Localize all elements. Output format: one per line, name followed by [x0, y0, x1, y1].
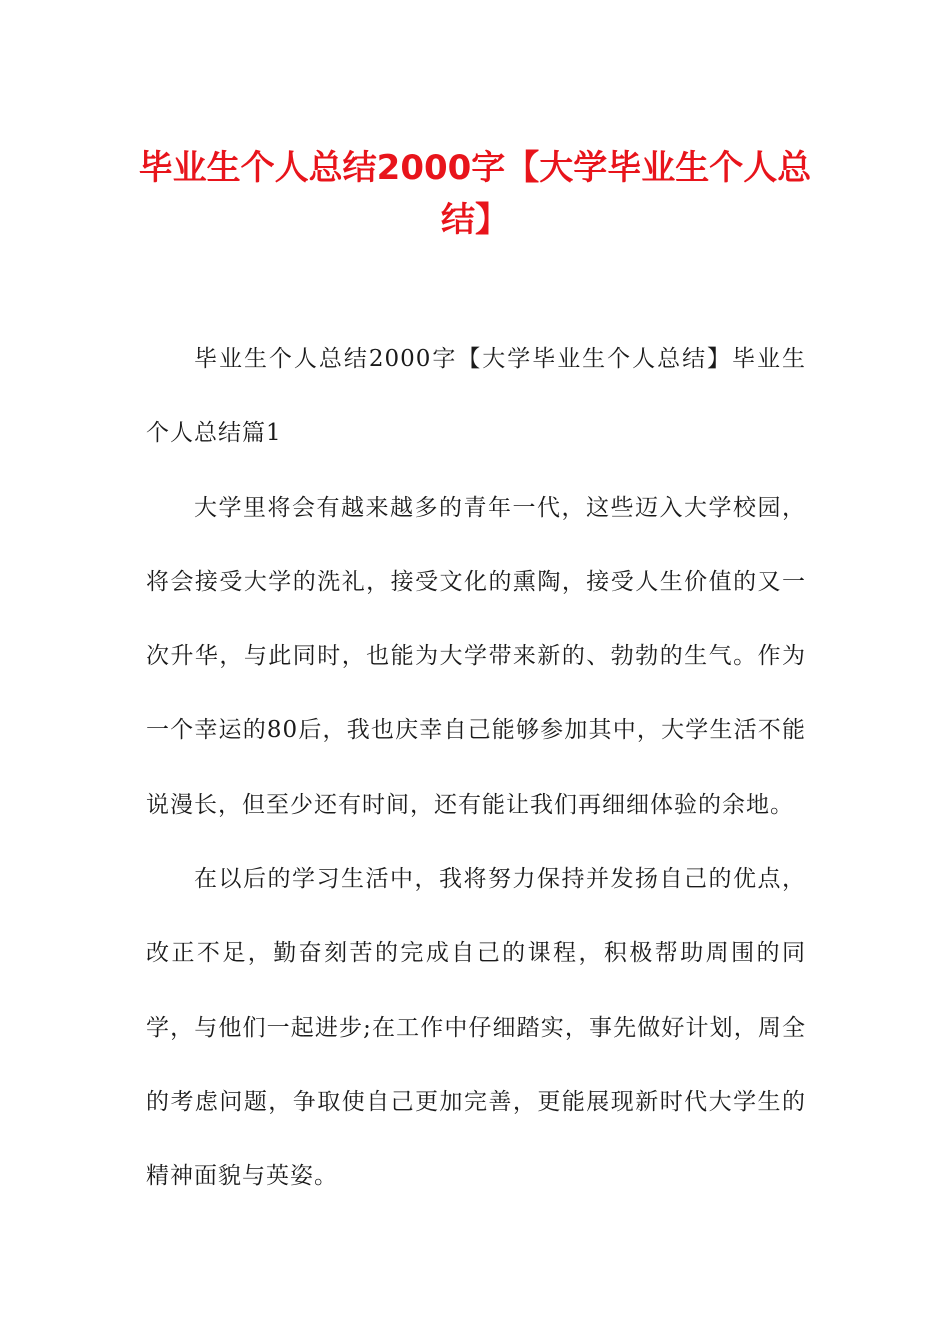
paragraph: 毕业生个人总结2000字【大学毕业生个人总结】毕业生个人总结篇1	[146, 346, 806, 447]
paragraph: 大学里将会有越来越多的青年一代，这些迈入大学校园，将会接受大学的洗礼，接受文化的熏陶，接受人生价值的又一次升华，与此同时，也能为大学带来新的、勃勃的生气。作为一个幸运的80后，我也庆幸自己能够参加其中，大学生活不能说漫长，但至少还有时间，还有能让我们再细细体验的余地。	[146, 494, 806, 818]
document-body	[146, 322, 806, 1214]
paragraph: 在以后的学习生活中，我将努力保持并发扬自己的优点，改正不足，勤奋刻苦的完成自己的课程，积极帮助周围的同学，与他们一起进步;在工作中仔细踏实，事先做好计划，周全的考虑问题，争取使自己更加完善，更能展现新时代大学生的精神面貌与英姿。	[146, 866, 806, 1190]
document-title: 毕业生个人总结2000字【大学毕业生个人总结】	[138, 148, 812, 240]
